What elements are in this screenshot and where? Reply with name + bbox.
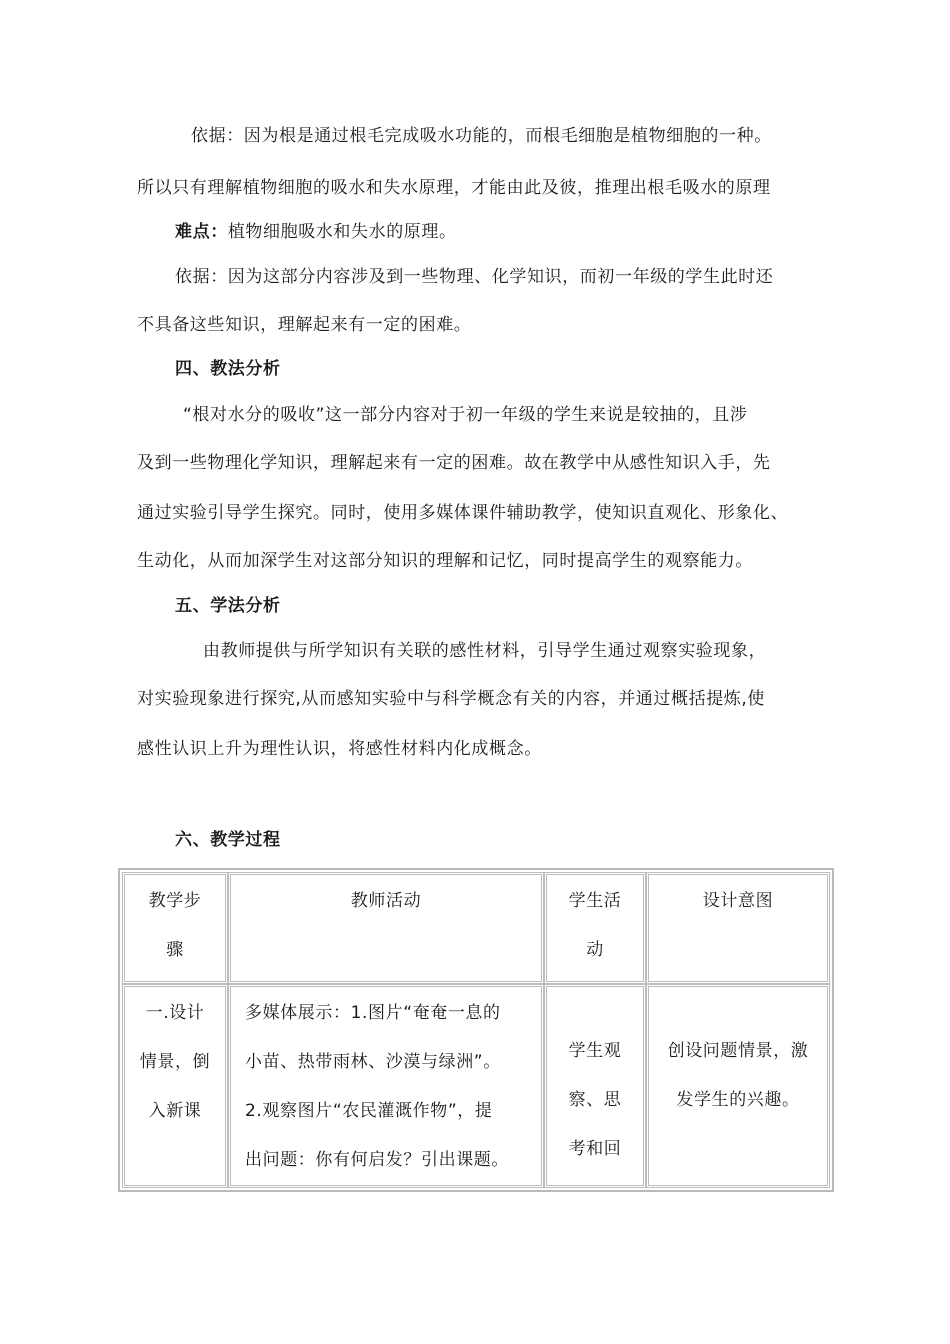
row1-student-activity [544,984,646,1188]
header-step [122,872,228,984]
header-text: 骤 [166,940,184,960]
header-teacher-activity [228,872,544,984]
basis-2-line-2: 不具备这些知识，理解起来有一定的困难。 [137,315,472,335]
cell-text: 出问题：你有何启发？引出课题。 [245,1150,509,1170]
header-text: 教学步 [148,891,202,911]
cell-text: 发学生的兴趣。 [676,1090,800,1110]
difficulty-text: 植物细胞吸水和失水的原理。 [227,222,457,242]
section-4-line: 及到一些物理化学知识，理解起来有一定的困难。故在教学中从感性知识入手，先 [137,453,771,473]
section-4-line: “根对水分的吸收”这一部分内容对于初一年级的学生来说是较抽的，且涉 [183,405,748,425]
section-5-heading: 五、学法分析 [175,596,281,616]
difficulty-line [175,220,855,244]
cell-text: 一.设计 [145,1003,205,1023]
cell-text: 情景，倒 [139,1052,211,1072]
section-5-line: 对实验现象进行探究,从而感知实验中与科学概念有关的内容，并通过概括提炼,使 [137,689,766,709]
section-4-line: 通过实验引导学生探究。同时，使用多媒体课件辅助教学，使知识直观化、形象化、 [137,503,789,523]
cell-text: 多媒体展示：1.图片“奄奄一息的 [245,1003,501,1023]
header-text: 教师活动 [350,891,422,911]
header-student-activity [544,872,646,984]
basis-1-line-2: 所以只有理解植物细胞的吸水和失水原理，才能由此及彼，推理出根毛吸水的原理 [137,178,771,198]
difficulty-label: 难点： [175,222,228,242]
cell-text: 小苗、热带雨林、沙漠与绿洲”。 [245,1052,501,1072]
header-design-intent [646,872,830,984]
section-4-line: 生动化，从而加深学生对这部分知识的理解和记忆，同时提高学生的观察能力。 [137,551,753,571]
section-5-line: 感性认识上升为理性认识，将感性材料内化成概念。 [137,739,542,759]
cell-text: 创设问题情景，激 [667,1041,809,1061]
basis-2-line-1: 依据：因为这部分内容涉及到一些物理、化学知识，而初一年级的学生此时还 [175,267,774,287]
header-text: 设计意图 [702,891,774,911]
cell-text: 察、思 [568,1090,622,1110]
row1-teacher-activity [228,984,544,1188]
cell-text: 入新课 [148,1101,202,1121]
header-text: 学生活 [568,891,622,911]
section-4-heading: 四、教法分析 [175,359,281,379]
header-text: 动 [586,940,604,960]
cell-text: 学生观 [568,1041,622,1061]
cell-text: 考和回 [568,1139,622,1159]
row1-step [122,984,228,1188]
cell-text: 2.观察图片“农民灌溉作物”，提 [245,1101,493,1121]
section-5-line: 由教师提供与所学知识有关联的感性材料，引导学生通过观察实验现象， [203,641,767,661]
basis-1-line-1: 依据：因为根是通过根毛完成吸水功能的，而根毛细胞是植物细胞的一种。 [191,126,772,146]
section-6-heading: 六、教学过程 [175,830,281,850]
row1-design-intent [646,984,830,1188]
